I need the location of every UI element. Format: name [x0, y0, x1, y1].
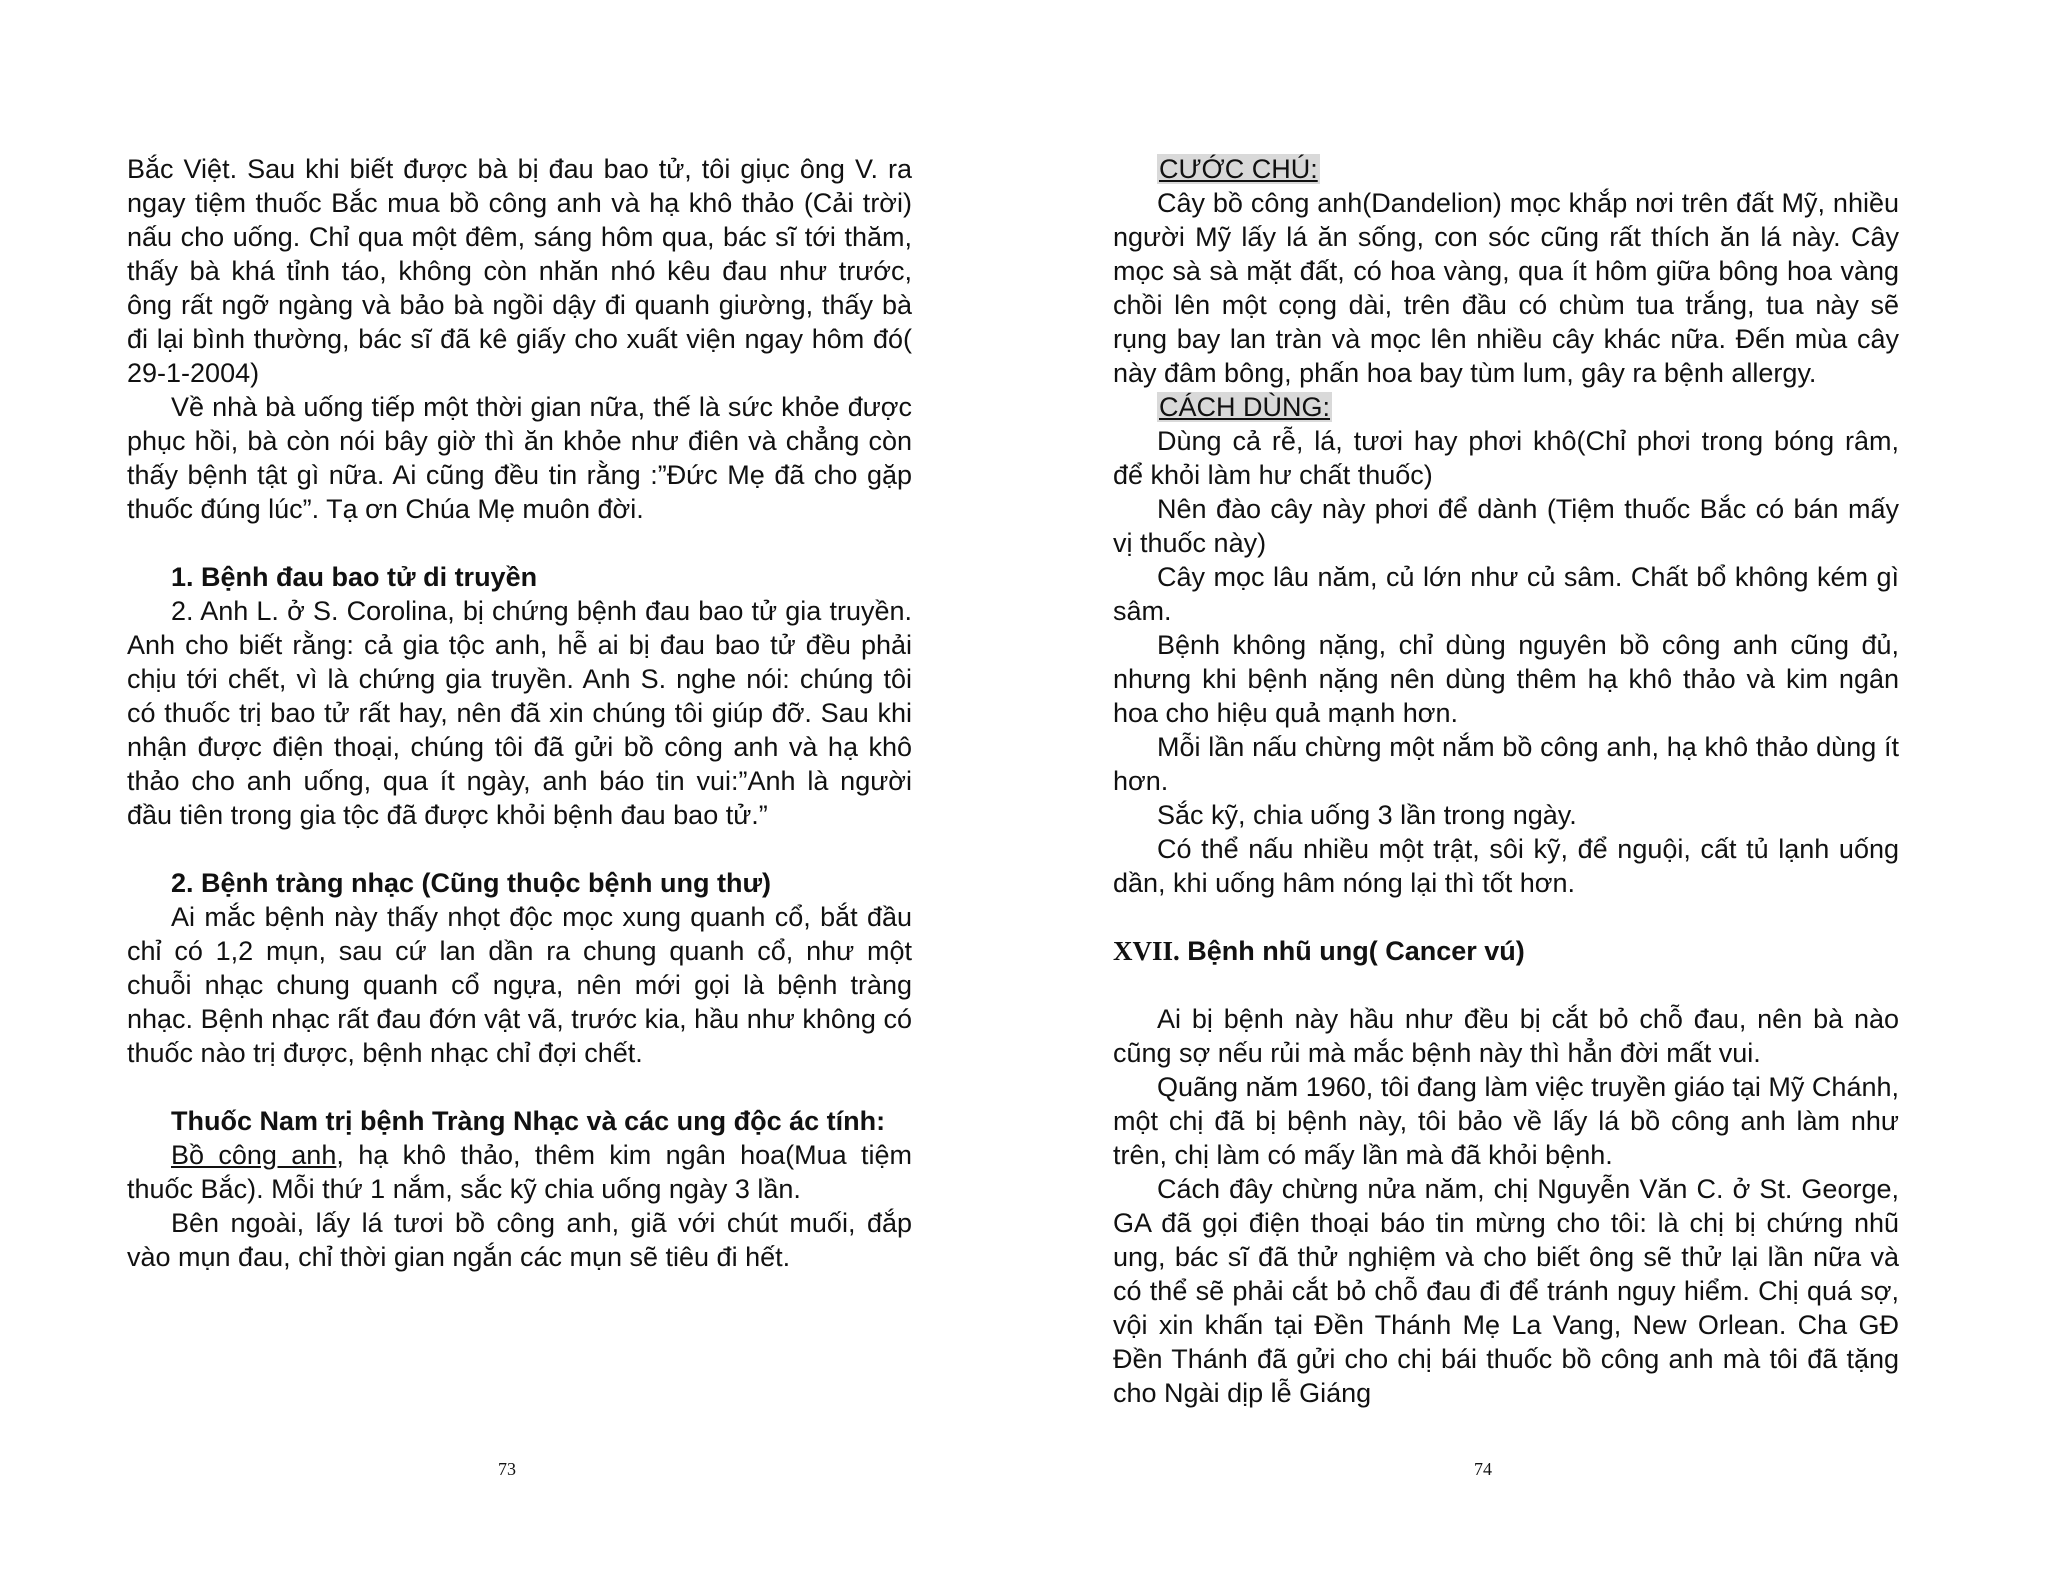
paragraph: Về nhà bà uống tiếp một thời gian nữa, thế là sức khỏe được phục hồi, bà còn nói bây giờ thì ăn khỏe như điên và chẳng còn thấy bệnh tật gì nữa. Ai cũng đều tin rằng :”Đức Mẹ đã cho gặp thuốc đúng lúc”. Tạ ơn Chúa Mẹ muôn đời.	[127, 392, 912, 524]
paragraph: Cây mọc lâu năm, củ lớn như củ sâm. Chất bổ không kém gì sâm.	[1113, 562, 1899, 626]
paragraph: Có thể nấu nhiều một trật, sôi kỹ, để nguội, cất tủ lạnh uống dần, khi uống hâm nóng lại thì tốt hơn.	[1113, 834, 1899, 898]
right-text-column	[1113, 152, 1899, 1410]
page-number: 73	[498, 1459, 516, 1479]
paragraph: Ai bị bệnh này hầu như đều bị cắt bỏ chỗ đau, nên bà nào cũng sợ nếu rủi mà mắc bệnh này thì hẳn đời mất vui.	[1113, 1004, 1899, 1068]
note-label: CƯỚC CHÚ:	[1159, 154, 1318, 184]
underlined-term: Bồ công anh	[171, 1140, 337, 1170]
note-heading-line	[1113, 152, 1899, 186]
chapter-heading	[1113, 934, 1899, 968]
chapter-number: XVII.	[1113, 936, 1180, 966]
left-text-column	[127, 152, 912, 1274]
paragraph: Mỗi lần nấu chừng một nắm bồ công anh, hạ khô thảo dùng ít hơn.	[1113, 732, 1899, 796]
section-heading: 2. Bệnh tràng nhạc (Cũng thuộc bệnh ung thư)	[171, 868, 771, 898]
usage-heading-line	[1113, 390, 1899, 424]
paragraph	[127, 1138, 912, 1206]
page-number: 74	[1474, 1459, 1492, 1479]
paragraph: Dùng cả rễ, lá, tươi hay phơi khô(Chỉ phơi trong bóng râm, để khỏi làm hư chất thuốc)	[1113, 426, 1899, 490]
paragraph: Sắc kỹ, chia uống 3 lần trong ngày.	[1157, 800, 1577, 830]
section-heading: 1. Bệnh đau bao tử di truyền	[171, 562, 538, 592]
paragraph-text: , hạ khô thảo, thêm kim ngân hoa(Mua tiệm thuốc Bắc). Mỗi thứ 1 nắm, sắc kỹ chia uống ngày 3 lần.	[127, 1140, 912, 1204]
paragraph: Quãng năm 1960, tôi đang làm việc truyền giáo tại Mỹ Chánh, một chị đã bị bệnh này, tôi bảo về lấy lá bồ công anh làm như trên, chị làm có mấy lần mà đã khỏi bệnh.	[1113, 1072, 1899, 1170]
paragraph: Cách đây chừng nửa năm, chị Nguyễn Văn C. ở St. George, GA đã gọi điện thoại báo tin mừng cho tôi: là chị bị chứng nhũ ung, bác sĩ đã thử nghiệm và cho biết ông sẽ thử lại lần nữa và có thể sẽ phải cắt bỏ chỗ đau đi để tránh nguy hiểm. Chị quá sợ, vội xin khấn tại Đền Thánh Mẹ La Vang, New Orlean. Cha GĐ Đền Thánh đã gửi cho chị bái thuốc bồ công anh mà tôi đã tặng cho Ngài dịp lễ Giáng	[1113, 1174, 1899, 1408]
paragraph: 2. Anh L. ở S. Corolina, bị chứng bệnh đau bao tử gia truyền. Anh cho biết rằng: cả gia tộc anh, hễ ai bị đau bao tử đều phải chịu tới chết, vì là chứng gia truyền. Anh S. nghe nói: chúng tôi có thuốc trị bao tử rất hay, nên đã xin chúng tôi giúp đỡ. Sau khi nhận được điện thoại, chúng tôi đã gửi bồ công anh và hạ khô thảo cho anh uống, qua ít ngày, anh báo tin vui:”Anh là người đầu tiên trong gia tộc đã được khỏi bệnh đau bao tử.”	[127, 596, 912, 830]
section-heading: Thuốc Nam trị bệnh Tràng Nhạc và các ung độc ác tính:	[171, 1106, 886, 1136]
usage-label: CÁCH DÙNG:	[1159, 392, 1331, 422]
paragraph: Cây bồ công anh(Dandelion) mọc khắp nơi trên đất Mỹ, nhiều người Mỹ lấy lá ăn sống, con sóc cũng rất thích ăn lá này. Cây mọc sà sà mặt đất, có hoa vàng, qua ít hôm giữa bông hoa vàng chồi lên một cọng dài, trên đầu có chùm tua trắng, tua này sẽ rụng bay lan tràn và mọc lên nhiều cây khác nữa. Đến mùa cây này đâm bông, phấn hoa bay tùm lum, gây ra bệnh allergy.	[1113, 188, 1899, 388]
chapter-title: Bệnh nhũ ung( Cancer vú)	[1179, 936, 1525, 966]
paragraph: Bắc Việt. Sau khi biết được bà bị đau bao tử, tôi giục ông V. ra ngay tiệm thuốc Bắc mua bồ công anh và hạ khô thảo (Cải trời) nấu cho uống. Chỉ qua một đêm, sáng hôm qua, bác sĩ tới thăm, thấy bà khá tỉnh táo, không còn nhăn nhó kêu đau như trước, ông rất ngỡ ngàng và bảo bà ngồi dậy đi quanh giường, thấy bà đi lại bình thường, bác sĩ đã kê giấy cho xuất viện ngay hôm đó( 29-1-2004)	[127, 154, 912, 388]
paragraph: Bên ngoài, lấy lá tươi bồ công anh, giã với chút muối, đắp vào mụn đau, chỉ thời gian ngắn các mụn sẽ tiêu đi hết.	[127, 1208, 912, 1272]
right-page	[1024, 0, 2048, 1582]
paragraph: Bệnh không nặng, chỉ dùng nguyên bồ công anh cũng đủ, nhưng khi bệnh nặng nên dùng thêm hạ khô thảo và kim ngân hoa cho hiệu quả mạnh hơn.	[1113, 630, 1899, 728]
paragraph: Ai mắc bệnh này thấy nhọt độc mọc xung quanh cổ, bắt đầu chỉ có 1,2 mụn, sau cứ lan dần ra chung quanh cổ, như một chuỗi nhạc chung quanh cổ ngựa, nên mới gọi là bệnh tràng nhạc. Bệnh nhạc rất đau đớn vật vã, trước kia, hầu như không có thuốc nào trị được, bệnh nhạc chỉ đợi chết.	[127, 902, 912, 1068]
paragraph: Nên đào cây này phơi để dành (Tiệm thuốc Bắc có bán mấy vị thuốc này)	[1113, 494, 1899, 558]
